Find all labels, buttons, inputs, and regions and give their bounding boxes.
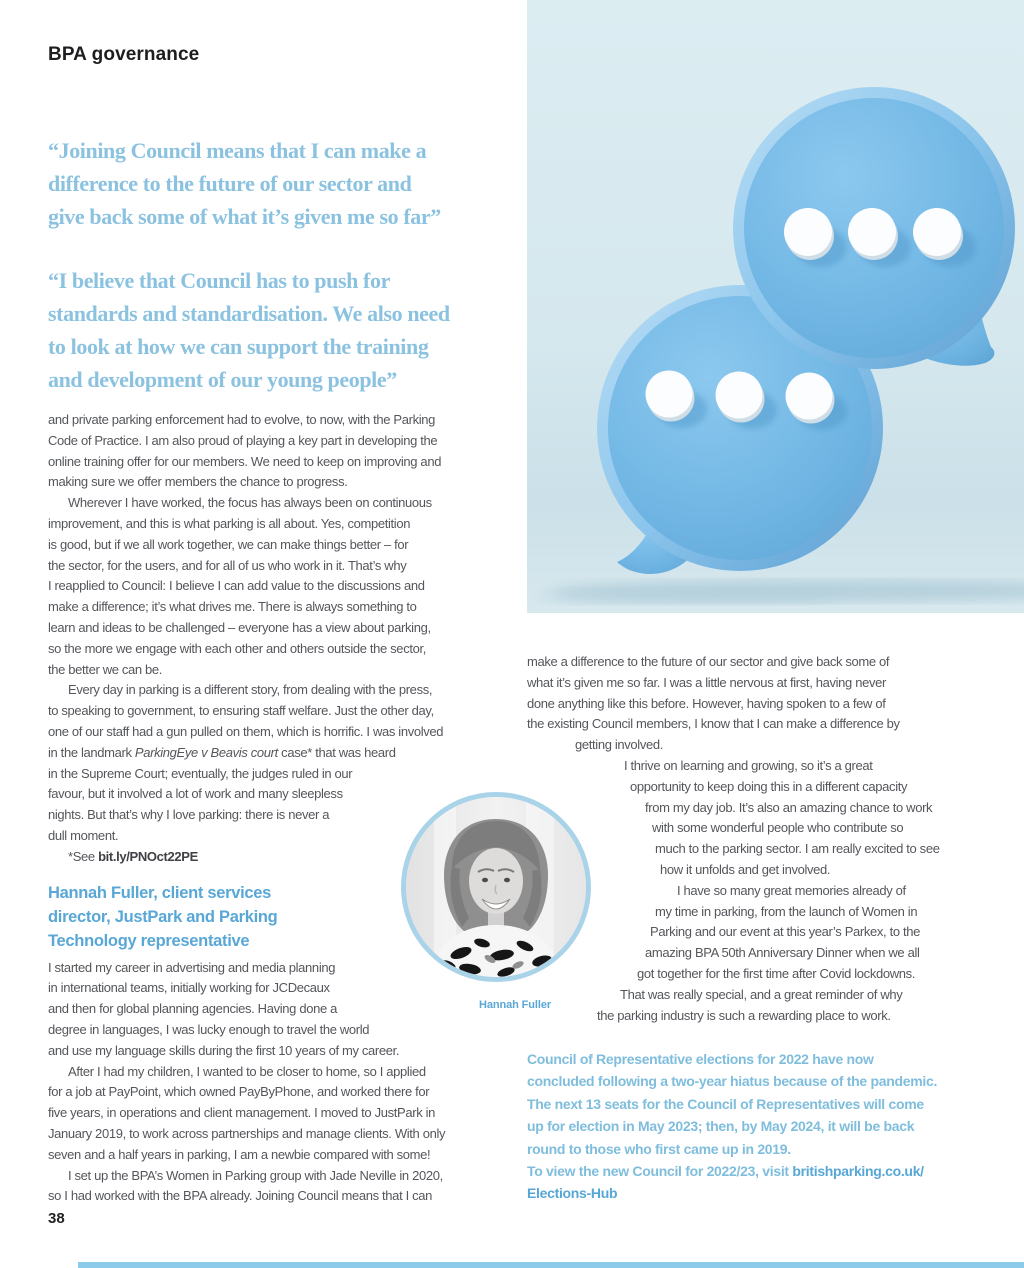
notice-link-line2 bbox=[527, 1182, 997, 1204]
text-line: difference to the future of our sector and bbox=[48, 171, 412, 196]
text-line: Technology representative bbox=[48, 931, 250, 950]
pull-quote-2 bbox=[48, 264, 538, 396]
portrait-photo bbox=[401, 792, 591, 982]
text-line: the parking industry is such a rewarding place to work. bbox=[597, 1007, 891, 1023]
text-line: Code of Practice. I am also proud of playing a key part in developing the bbox=[48, 432, 438, 448]
text-line: and use my language skills during the first 10 years of my career. bbox=[48, 1042, 400, 1058]
text-line: learn and ideas to be challenged – everyone has a view about parking, bbox=[48, 619, 431, 635]
text-line: January 2019, to work across partnerships and manage clients. With only bbox=[48, 1125, 446, 1141]
text-line: I thrive on learning and growing, so it’s a great bbox=[624, 757, 873, 773]
photo-caption: Hannah Fuller bbox=[478, 999, 552, 1011]
text-line: so the more we engage with each other and others outside the sector, bbox=[48, 640, 427, 656]
text-line: in the landmark ParkingEye v Beavis court case* that was heard bbox=[48, 744, 396, 760]
text-line: nights. But that’s why I love parking: there is never a bbox=[48, 807, 330, 823]
text-line: round to those who first came up in 2019. bbox=[527, 1140, 791, 1157]
text-line: dull moment. bbox=[48, 827, 119, 843]
notice-link-line bbox=[527, 1160, 997, 1182]
text-line: from my day job. It’s also an amazing chance to work bbox=[645, 799, 933, 815]
text-line: my time in parking, from the launch of Women in bbox=[655, 903, 918, 919]
text-line: Every day in parking is a different story, from dealing with the press, bbox=[68, 682, 433, 698]
text-line: give back some of what it’s given me so far” bbox=[48, 204, 441, 229]
text-line: and then for global planning agencies. Having done a bbox=[48, 1001, 337, 1017]
text-line: degree in languages, I was lucky enough to travel the world bbox=[48, 1021, 370, 1037]
body-paragraph bbox=[48, 1166, 526, 1208]
text-line: getting involved. bbox=[575, 737, 664, 753]
text-line: That was really special, and a great reminder of why bbox=[620, 986, 903, 1002]
text-line: standards and standardisation. We also need bbox=[48, 301, 450, 326]
text-line: much to the parking sector. I am really excited to see bbox=[655, 841, 940, 857]
body-paragraph bbox=[48, 410, 526, 493]
footer-rule bbox=[78, 1262, 1024, 1268]
text-line: The next 13 seats for the Council of Representatives will come bbox=[527, 1095, 924, 1112]
pull-quote-1 bbox=[48, 134, 538, 233]
text-line: “Joining Council means that I can make a bbox=[48, 138, 427, 163]
portrait-image bbox=[406, 797, 586, 977]
elections-hub-link[interactable]: Elections-Hub bbox=[527, 1185, 618, 1202]
text-line: make a difference; it’s what drives me. There is always something to bbox=[48, 599, 417, 615]
chat-bubbles-illustration bbox=[527, 0, 1024, 613]
section-title: BPA governance bbox=[48, 44, 200, 65]
text-line: favour, but it involved a lot of work and many sleepless bbox=[48, 786, 343, 802]
body-paragraph bbox=[48, 1062, 526, 1166]
text-line: After I had my children, I wanted to be closer to home, so I applied bbox=[68, 1063, 426, 1079]
text-line: making sure we offer members the chance to progress. bbox=[48, 474, 348, 490]
text-line: in the Supreme Court; eventually, the judges ruled in our bbox=[48, 765, 353, 781]
text-line: five years, in operations and client management. I moved to JustPark in bbox=[48, 1105, 436, 1121]
notice-link-prefix: To view the new Council for 2022/23, visit bbox=[527, 1163, 793, 1180]
text-line: improvement, and this is what parking is all about. Yes, competition bbox=[48, 515, 411, 531]
text-line: got together for the first time after Covid lockdowns. bbox=[637, 965, 916, 981]
text-line: Wherever I have worked, the focus has always been on continuous bbox=[68, 495, 432, 511]
text-line: amazing BPA 50th Anniversary Dinner when we all bbox=[645, 945, 920, 961]
right-column bbox=[527, 652, 987, 1026]
body-paragraph bbox=[527, 756, 987, 881]
text-line: Parking and our event at this year’s Parkex, to the bbox=[650, 924, 920, 940]
text-line: what it’s given me so far. I was a little nervous at first, having never bbox=[527, 674, 886, 690]
body-paragraph bbox=[48, 493, 526, 680]
text-line: to speaking to government, to ensuring staff welfare. Just the other day, bbox=[48, 703, 434, 719]
britishparking-link[interactable]: britishparking.co.uk/ bbox=[792, 1163, 924, 1180]
ellipsis-dots-left bbox=[646, 371, 848, 431]
text-line: “I believe that Council has to push for bbox=[48, 268, 390, 293]
page-number: 38 bbox=[48, 1210, 65, 1227]
text-line: so I had worked with the BPA already. Joining Council means that I can bbox=[48, 1188, 433, 1204]
see-note-prefix: *See bbox=[68, 848, 99, 864]
text-line: and development of our young people” bbox=[48, 367, 397, 392]
text-line: in international teams, initially working for JCDecaux bbox=[48, 980, 330, 996]
text-line: I have so many great memories already of bbox=[677, 882, 906, 898]
text-line: the better we can be. bbox=[48, 661, 163, 677]
text-line: is good, but if we all work together, we can make things better – for bbox=[48, 536, 409, 552]
text-line: the sector, for the users, and for all of us who work in it. That’s why bbox=[48, 557, 407, 573]
text-line: done anything like this before. However, having spoken to a few of bbox=[527, 695, 886, 711]
text-line: up for election in May 2023; then, by May 2024, it will be back bbox=[527, 1118, 915, 1135]
elections-notice bbox=[527, 1048, 997, 1205]
text-line: seven and a half years in parking, I am a newbie compared with some! bbox=[48, 1146, 431, 1162]
text-line: concluded following a two-year hiatus because of the pandemic. bbox=[527, 1073, 938, 1090]
text-line: for a job at PayPoint, which owned PayByPhone, and worked there for bbox=[48, 1084, 430, 1100]
text-line: online training offer for our members. We need to keep on improving and bbox=[48, 453, 442, 469]
ellipsis-dots-right bbox=[784, 208, 976, 267]
chat-bubbles-image bbox=[527, 0, 1024, 613]
text-line: Council of Representative elections for 2022 have now bbox=[527, 1051, 874, 1067]
text-line: I reapplied to Council: I believe I can add value to the discussions and bbox=[48, 578, 425, 594]
body-paragraph bbox=[527, 652, 987, 756]
text-line: with some wonderful people who contribute so bbox=[652, 820, 904, 836]
text-line: opportunity to keep doing this in a different capacity bbox=[630, 778, 908, 794]
text-line: I started my career in advertising and media planning bbox=[48, 959, 336, 975]
text-line: how it unfolds and get involved. bbox=[660, 861, 831, 877]
text-line: make a difference to the future of our sector and give back some of bbox=[527, 654, 890, 669]
text-line: one of our staff had a gun pulled on them, which is horrific. I was involved bbox=[48, 723, 444, 739]
text-line: the existing Council members, I know that I can make a difference by bbox=[527, 716, 900, 732]
text-line: and private parking enforcement had to evolve, to now, with the Parking bbox=[48, 412, 436, 427]
speech-bubble-right-icon bbox=[733, 87, 1015, 369]
text-line: director, JustPark and Parking bbox=[48, 907, 278, 926]
text-line: Hannah Fuller, client services bbox=[48, 883, 272, 902]
notice-paragraph bbox=[527, 1048, 997, 1160]
text-line: to look at how we can support the training bbox=[48, 334, 429, 359]
bitly-link[interactable]: bit.ly/PNOct22PE bbox=[98, 848, 198, 864]
text-line: I set up the BPA’s Women in Parking group with Jade Neville in 2020, bbox=[68, 1167, 443, 1183]
